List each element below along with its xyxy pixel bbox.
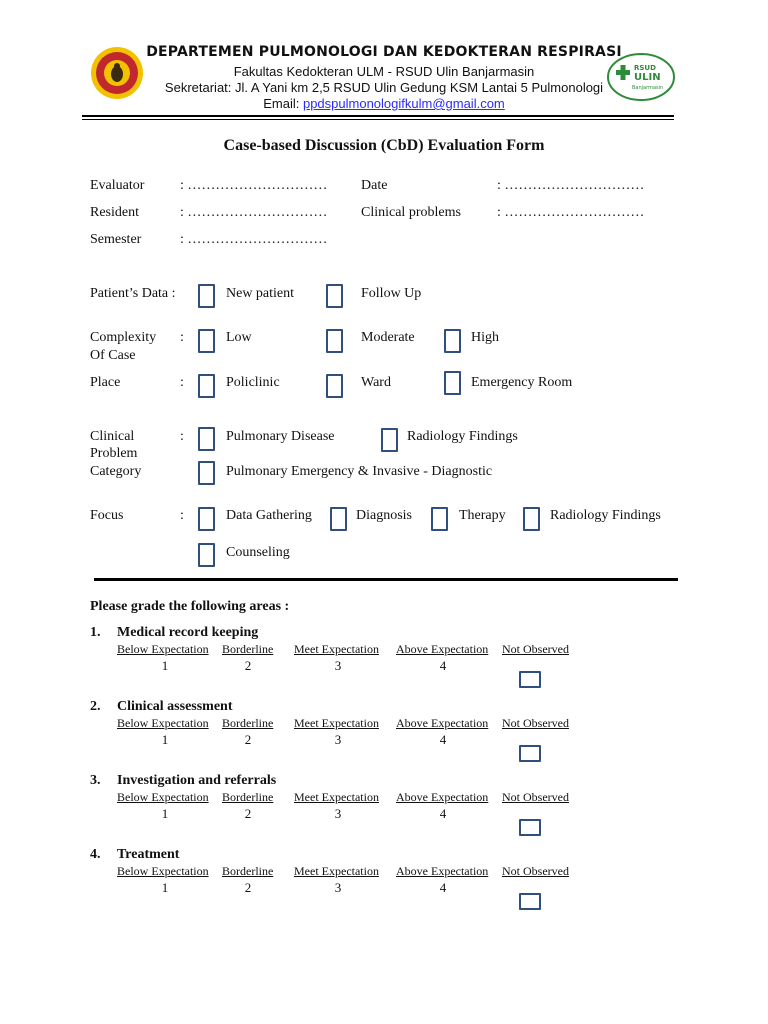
follow-up-label: Follow Up <box>361 286 422 301</box>
complexity-high-checkbox[interactable] <box>444 329 461 353</box>
place-ward-label: Ward <box>361 375 391 390</box>
scale-label: Meet Expectation <box>294 790 379 804</box>
scale-label: Not Observed <box>502 642 569 656</box>
scale-label: Borderline <box>222 864 274 878</box>
not-observed-checkbox[interactable] <box>519 745 541 762</box>
score-number[interactable]: 3 <box>334 880 342 895</box>
complexity-colon: : <box>180 330 184 345</box>
score-number[interactable]: 2 <box>244 658 252 673</box>
secretariat-line: Sekretariat: Jl. A Yani km 2,5 RSUD Ulin Gedung KSM Lantai 5 Pulmonologi <box>164 80 604 95</box>
area-title: Investigation and referrals <box>117 773 277 788</box>
focus-diagnosis-label: Diagnosis <box>356 508 412 523</box>
not-observed-checkbox[interactable] <box>519 671 541 688</box>
focus-counseling-checkbox[interactable] <box>198 543 215 567</box>
place-policlinic-checkbox[interactable] <box>198 374 215 398</box>
category-radiology-checkbox[interactable] <box>381 428 398 452</box>
semester-label: Semester <box>90 232 142 247</box>
category-pulmonary-disease-label: Pulmonary Disease <box>226 429 335 444</box>
scale-label: Above Expectation <box>396 790 489 804</box>
area-number: 3. <box>90 773 101 788</box>
scale-label: Borderline <box>222 642 274 656</box>
place-colon: : <box>180 375 184 390</box>
hospital-logo-text-3: Banjarmasin <box>632 85 664 91</box>
score-number[interactable]: 4 <box>439 732 447 747</box>
complexity-high-label: High <box>471 330 499 345</box>
scale-label: Below Expectation <box>117 642 209 656</box>
scale-label: Not Observed <box>502 864 569 878</box>
evaluator-label: Evaluator <box>90 178 145 193</box>
scale-label: Above Expectation <box>396 642 489 656</box>
area-title: Medical record keeping <box>117 625 259 640</box>
score-number[interactable]: 3 <box>334 732 342 747</box>
new-patient-label: New patient <box>226 286 295 301</box>
focus-data-gathering-label: Data Gathering <box>226 508 312 523</box>
not-observed-checkbox[interactable] <box>519 819 541 836</box>
not-observed-checkbox[interactable] <box>519 893 541 910</box>
complexity-moderate-label: Moderate <box>361 330 415 345</box>
header-divider <box>82 115 674 117</box>
scale-label: Meet Expectation <box>294 864 379 878</box>
area-number: 4. <box>90 847 101 862</box>
scale-label: Below Expectation <box>117 716 209 730</box>
form-title: Case-based Discussion (CbD) Evaluation Form <box>223 137 545 154</box>
score-number[interactable]: 4 <box>439 880 447 895</box>
category-label-1: Clinical <box>90 429 135 444</box>
clinical-problems-label: Clinical problems <box>361 205 461 220</box>
score-number[interactable]: 1 <box>161 658 169 673</box>
focus-data-gathering-checkbox[interactable] <box>198 507 215 531</box>
hospital-logo-text-2: ULIN <box>634 72 661 83</box>
date-label: Date <box>361 178 388 193</box>
category-emergency-label: Pulmonary Emergency & Invasive - Diagnostic <box>226 464 493 479</box>
header-divider-thin <box>82 119 674 120</box>
category-label-2: Problem <box>90 446 138 461</box>
scale-label: Meet Expectation <box>294 642 379 656</box>
semester-field[interactable]: : ………………………… <box>180 232 328 247</box>
place-emergency-checkbox[interactable] <box>444 371 461 395</box>
score-number[interactable]: 1 <box>161 732 169 747</box>
scale-label: Borderline <box>222 790 274 804</box>
scale-label: Below Expectation <box>117 864 209 878</box>
focus-radiology-label: Radiology Findings <box>550 508 661 523</box>
section-divider <box>94 578 678 581</box>
complexity-low-label: Low <box>226 330 252 345</box>
score-number[interactable]: 2 <box>244 806 252 821</box>
faculty-line: Fakultas Kedokteran ULM - RSUD Ulin Banjarmasin <box>233 64 535 79</box>
complexity-label-2: Of Case <box>90 348 136 363</box>
complexity-label-1: Complexity <box>90 330 157 345</box>
resident-label: Resident <box>90 205 139 220</box>
follow-up-checkbox[interactable] <box>326 284 343 308</box>
scale-label: Not Observed <box>502 790 569 804</box>
scale-label: Meet Expectation <box>294 716 379 730</box>
category-colon: : <box>180 429 184 444</box>
email-link[interactable]: ppdspulmonologifkulm@gmail.com <box>302 96 505 111</box>
score-number[interactable]: 4 <box>439 658 447 673</box>
grading-heading: Please grade the following areas : <box>90 599 290 614</box>
focus-colon: : <box>180 508 184 523</box>
email-line <box>0 96 768 111</box>
area-number: 2. <box>90 699 101 714</box>
place-policlinic-label: Policlinic <box>226 375 280 390</box>
category-pulmonary-disease-checkbox[interactable] <box>198 427 215 451</box>
date-field[interactable]: : ………………………… <box>497 178 645 193</box>
score-number[interactable]: 1 <box>161 880 169 895</box>
area-number: 1. <box>90 625 101 640</box>
score-number[interactable]: 2 <box>244 732 252 747</box>
scale-label: Above Expectation <box>396 716 489 730</box>
category-emergency-checkbox[interactable] <box>198 461 215 485</box>
score-number[interactable]: 3 <box>334 806 342 821</box>
place-ward-checkbox[interactable] <box>326 374 343 398</box>
resident-field[interactable]: : ………………………… <box>180 205 328 220</box>
new-patient-checkbox[interactable] <box>198 284 215 308</box>
focus-counseling-label: Counseling <box>226 545 290 560</box>
area-title: Treatment <box>117 847 180 862</box>
focus-radiology-checkbox[interactable] <box>523 507 540 531</box>
patients-data-label: Patient’s Data : <box>90 286 176 301</box>
email-label: Email: <box>263 96 300 111</box>
score-number[interactable]: 3 <box>334 658 342 673</box>
focus-therapy-checkbox[interactable] <box>431 507 448 531</box>
scale-label: Not Observed <box>502 716 569 730</box>
focus-label: Focus <box>90 508 124 523</box>
area-title: Clinical assessment <box>117 699 233 714</box>
score-number[interactable]: 2 <box>244 880 252 895</box>
complexity-moderate-checkbox[interactable] <box>326 329 343 353</box>
category-radiology-label: Radiology Findings <box>407 429 518 444</box>
category-label-3: Category <box>90 464 142 479</box>
complexity-low-checkbox[interactable] <box>198 329 215 353</box>
clinical-problems-field[interactable]: : ………………………… <box>497 205 645 220</box>
place-label: Place <box>90 375 121 390</box>
score-number[interactable]: 4 <box>439 806 447 821</box>
evaluator-field[interactable]: : ………………………… <box>180 178 328 193</box>
place-emergency-label: Emergency Room <box>471 375 573 390</box>
department-title: DEPARTEMEN PULMONOLOGI DAN KEDOKTERAN RESPIRASI <box>146 44 622 60</box>
focus-therapy-label: Therapy <box>459 508 506 523</box>
score-number[interactable]: 1 <box>161 806 169 821</box>
hospital-logo-text-1: RSUD <box>634 64 656 72</box>
scale-label: Borderline <box>222 716 274 730</box>
scale-label: Above Expectation <box>396 864 489 878</box>
focus-diagnosis-checkbox[interactable] <box>330 507 347 531</box>
scale-label: Below Expectation <box>117 790 209 804</box>
